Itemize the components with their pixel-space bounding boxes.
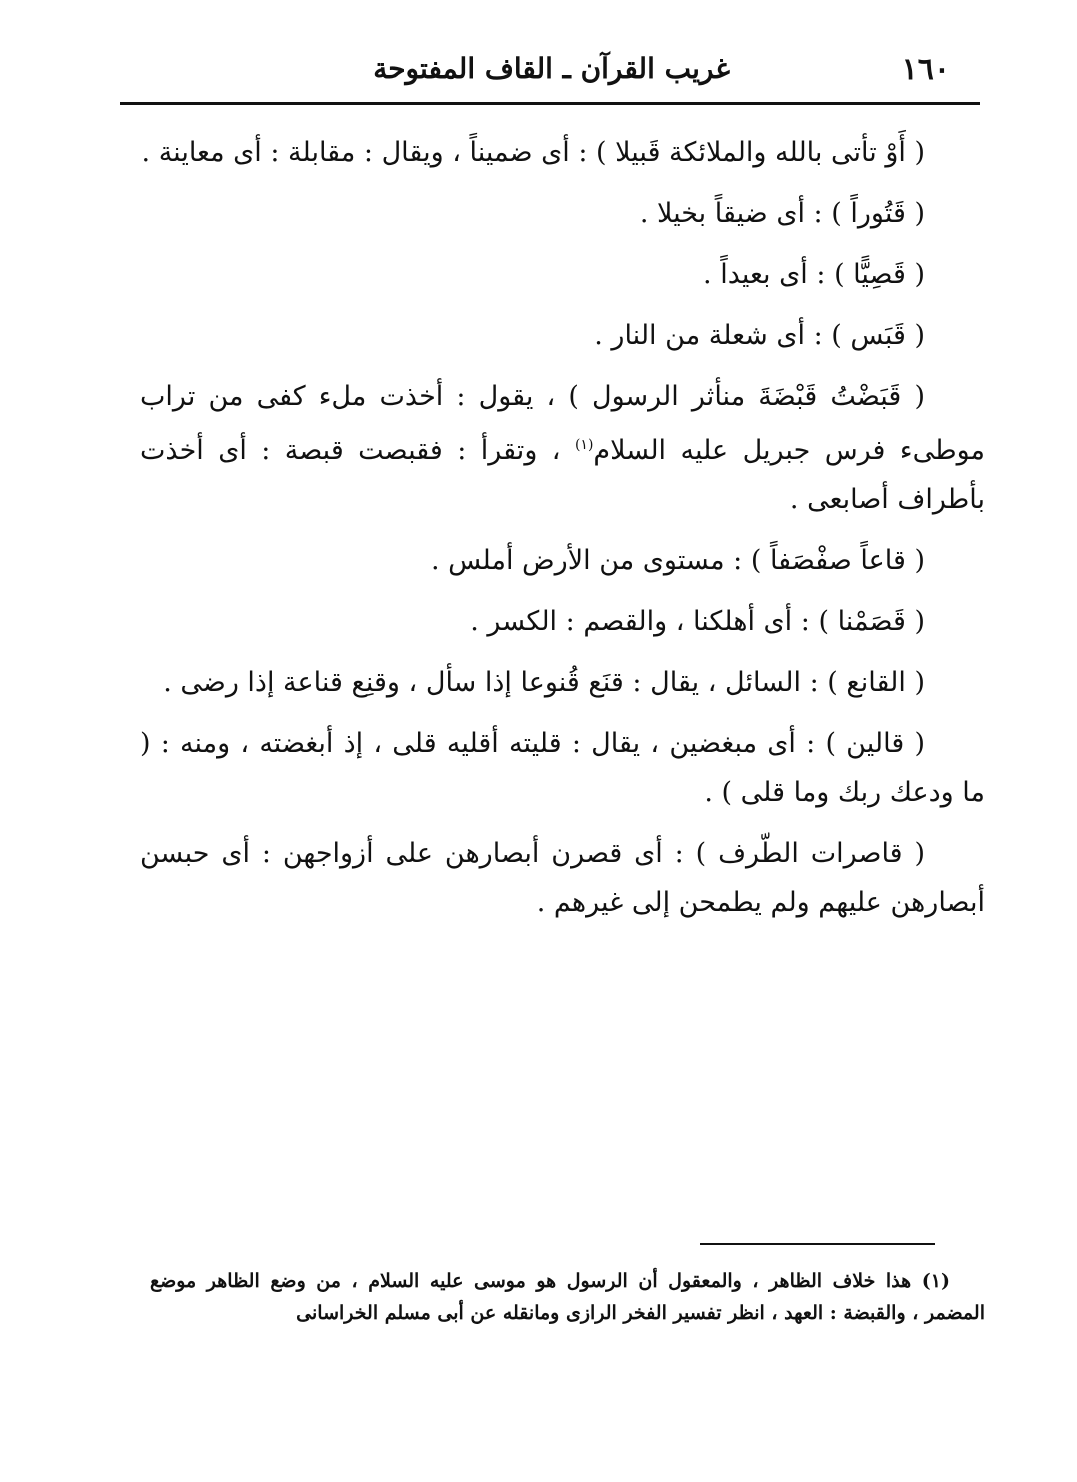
entry-head: ( قاعاً صفْصَفاً )	[750, 545, 925, 576]
footnote-marker: (١)	[921, 1270, 950, 1292]
footnote-reference[interactable]: (١)	[574, 437, 594, 453]
entry	[140, 829, 985, 927]
entry	[140, 311, 985, 360]
entry-head: ( أَوْ تأتى بالله والملائكة قَبيلا )	[596, 137, 925, 168]
entry-body: : أى أهلكنا ، والقصم : الكسر .	[470, 606, 819, 637]
footnote-rule	[700, 1243, 935, 1245]
entry	[140, 250, 985, 299]
entry-body: : أى شعلة من النار .	[594, 320, 832, 351]
entry-body: : أى ضميناً ، ويقال : مقابلة : أى معاينة .	[141, 137, 597, 168]
entry-head: ( قاصرات الطّرف )	[695, 838, 925, 869]
entry	[140, 189, 985, 238]
entry-body: : أى ضيقاً بخيلا .	[639, 198, 832, 229]
entry	[140, 597, 985, 646]
footnote	[150, 1265, 985, 1329]
page-number: ١٦٠	[901, 52, 950, 87]
entry-body: ، يقول : أخذت ملء كفى من تراب موطىء فرس جبريل عليه السلام	[140, 381, 985, 466]
entry-body: : مستوى من الأرض أملس .	[430, 545, 751, 576]
footnote-text: هذا خلاف الظاهر ، والمعقول أن الرسول هو موسى عليه السلام ، من وضع الظاهر موضع المضمر ، والقبضة : العهد ، انظر تفسير الفخر الرازى ومانقله عن أبى مسلم الخراسانى	[150, 1270, 985, 1324]
entry-body: : أى مبغضين ، يقال : قليته أقليه قلى ، إذ أبغضته ، ومنه : ( ما ودعك ربك وما قلى ) .	[140, 728, 985, 808]
entry	[140, 128, 985, 177]
entry	[140, 719, 985, 817]
main-text	[140, 128, 985, 939]
entry	[140, 372, 985, 524]
entry-body-continued: ، وتقرأ : فقبصت قبصة : أى أخذت بأطراف أصابعى .	[140, 435, 985, 515]
entry-head: ( قَتُوراً )	[831, 198, 925, 229]
entry-body: : أى بعيداً .	[703, 259, 835, 290]
entry-head: ( قَصَمْنا )	[818, 606, 925, 637]
entry-head: ( قَبَضْتُ قَبْضَةَ منأثر الرسول )	[568, 381, 925, 412]
entry	[140, 658, 985, 707]
entry-head: ( قَصِيًّا )	[834, 259, 925, 290]
entry-body: : السائل ، يقال : قنَع قُنوعا إذا سأل ، وقنِع قناعة إذا رضى .	[163, 667, 828, 698]
header-rule	[120, 102, 980, 105]
entry-head: ( قَبَس )	[831, 320, 925, 351]
running-header	[120, 40, 970, 100]
entry-head: ( قالين )	[825, 728, 925, 759]
entry-body: : أى قصرن أبصارهن على أزواجهن : أى حبسن أبصارهن عليهم ولم يطمحن إلى غيرهم .	[140, 838, 985, 918]
entry	[140, 536, 985, 585]
running-title: غريب القرآن ـ القاف المفتوحة	[373, 52, 730, 85]
entry-head: ( القانع )	[827, 667, 925, 698]
